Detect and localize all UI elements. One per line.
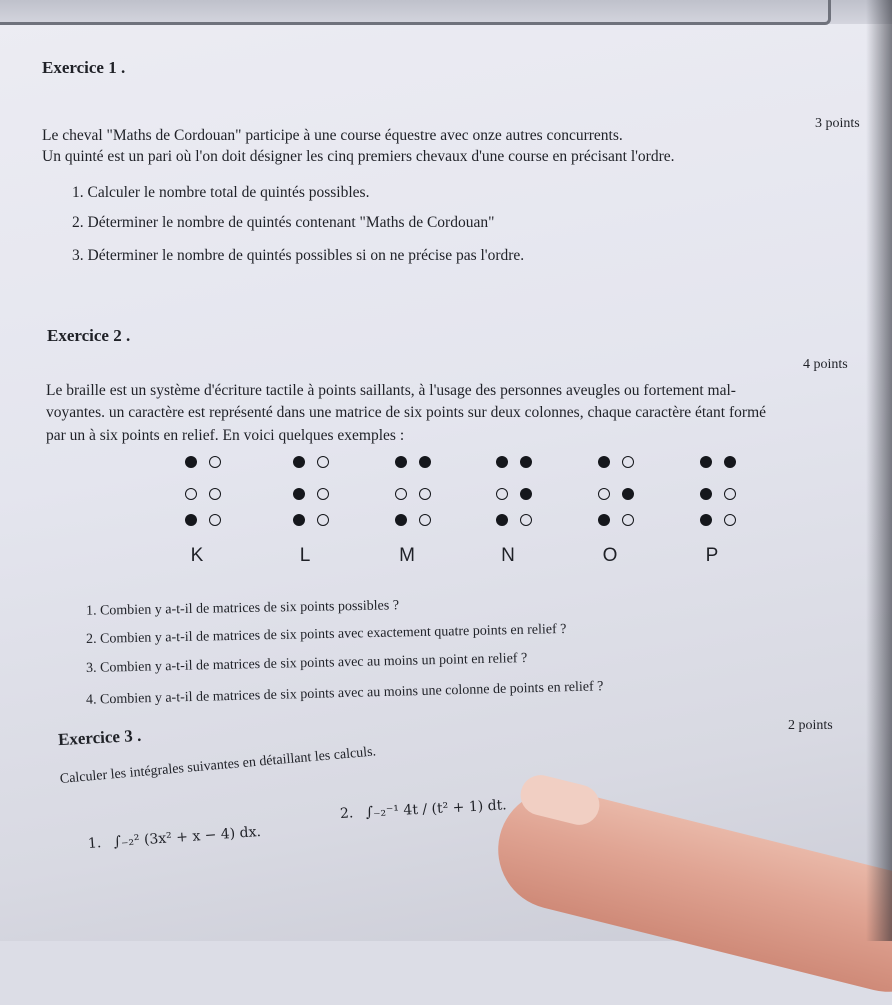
braille-dot [185,488,197,500]
braille-cell-K [185,452,265,572]
braille-dot [209,514,221,526]
exercise-3-title: Exercice 3 . [57,725,142,750]
exercise-1-title: Exercice 1 . [42,58,126,77]
braille-dot [395,514,407,526]
braille-dot [293,488,305,500]
braille-dot [622,514,634,526]
braille-letter-label: L [299,545,311,566]
braille-dot [496,456,508,468]
braille-dot [622,456,634,468]
braille-cell-M [395,452,475,572]
braille-dot [598,488,610,500]
integral-1-number: 1. [87,835,102,852]
braille-dot [293,456,305,468]
exercise-1-question-3: 3. Déterminer le nombre de quintés possibles si on ne précise pas l'ordre. [72,247,525,264]
braille-dot [700,488,712,500]
braille-letter-label: K [190,545,204,566]
braille-dot [520,514,532,526]
braille-dot [622,488,634,500]
exercise-2-title: Exercice 2 . [47,326,131,345]
exercise-1-intro-line-1: Le cheval "Maths de Cordouan" participe à une course équestre avec onze autres concurrents. [42,127,623,144]
exercise-2-question-4: 4. Combien y a-t-il de matrices de six points avec au moins une colonne de points en relief ? [85,679,604,708]
braille-dot [185,456,197,468]
braille-letter-label: M [399,545,415,566]
integral-1-formula: ∫₋₂² (3x² + x − 4) dx. [113,823,262,851]
braille-dot [185,514,197,526]
braille-examples [0,452,892,572]
braille-dot [209,456,221,468]
exercise-1-points: 3 points [815,116,860,131]
integral-2-formula: ∫₋₂⁻¹ 4t / (t² + 1) dt. [365,797,508,821]
exercise-2-intro-line-2: voyantes. un caractère est représenté dans une matrice de six points sur deux colonnes, chaque caractère étant formé [46,404,767,421]
braille-dot [209,488,221,500]
exercise-1-question-1: 1. Calculer le nombre total de quintés possibles. [72,184,370,201]
page-top-edge [0,0,831,25]
braille-letter-label: P [705,545,719,566]
braille-dot [598,514,610,526]
braille-dot [419,456,431,468]
braille-cell-L [293,452,373,572]
braille-dot [317,488,329,500]
right-edge-shadow [866,0,892,941]
braille-dot [293,514,305,526]
braille-dot [700,456,712,468]
exercise-1-question-2: 2. Déterminer le nombre de quintés contenant "Maths de Cordouan" [72,214,495,231]
braille-cell-O [598,452,678,572]
exercise-1-intro-line-2: Un quinté est un pari où l'on doit désigner les cinq premiers chevaux d'une course en précisant l'ordre. [42,148,675,165]
braille-dot [395,488,407,500]
braille-dot [520,456,532,468]
braille-cell-P [700,452,780,572]
exercise-3-intro: Calculer les intégrales suivantes en détaillant les calculs. [59,744,377,787]
exercise-2-question-3: 3. Combien y a-t-il de matrices de six points avec au moins un point en relief ? [85,650,528,677]
braille-dot [317,514,329,526]
braille-dot [419,514,431,526]
braille-dot [520,488,532,500]
braille-cell-N [496,452,576,572]
braille-dot [598,456,610,468]
exercise-2-points: 4 points [803,357,848,372]
braille-letter-label: O [602,545,618,566]
braille-dot [724,488,736,500]
braille-dot [419,488,431,500]
braille-dot [395,456,407,468]
braille-dot [496,514,508,526]
exercise-2-question-2: 2. Combien y a-t-il de matrices de six points avec exactement quatre points en relief ? [85,621,567,648]
braille-letter-label: N [501,545,515,566]
braille-dot [724,456,736,468]
integral-2-number: 2. [339,805,354,822]
exercise-2-intro-line-1: Le braille est un système d'écriture tactile à points saillants, à l'usage des personnes aveugles ou fortement mal- [46,382,736,399]
braille-dot [700,514,712,526]
braille-dot [496,488,508,500]
exercise-2-question-1: 1. Combien y a-t-il de matrices de six points possibles ? [85,598,400,619]
braille-dot [317,456,329,468]
exercise-3-points: 2 points [788,718,833,733]
exercise-2-intro-line-3: par un à six points en relief. En voici quelques exemples : [46,427,405,444]
braille-dot [724,514,736,526]
